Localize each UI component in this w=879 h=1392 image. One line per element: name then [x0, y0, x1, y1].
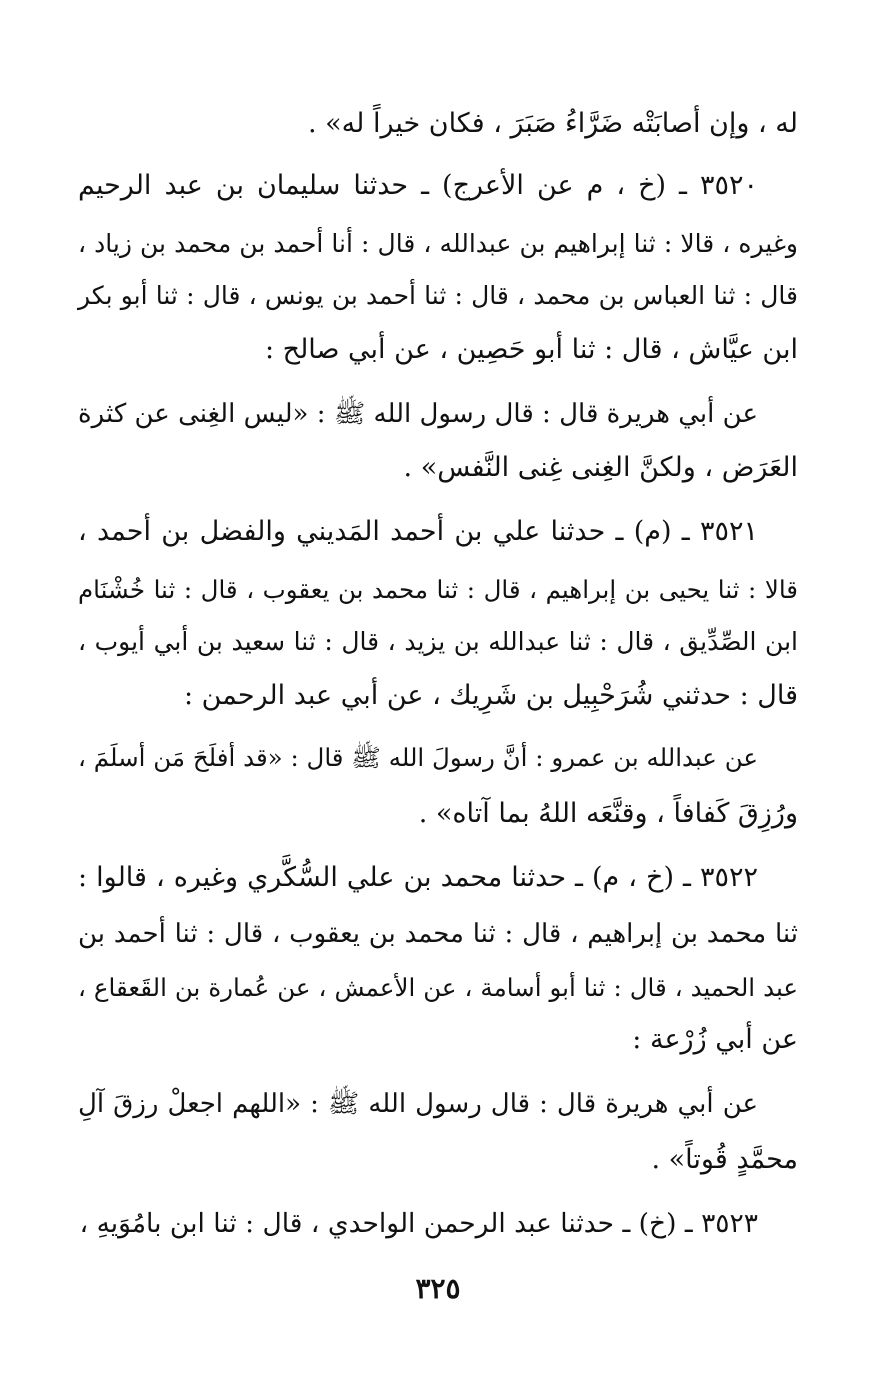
hadith-3521-heading-line: ٣٥٢١ ـ (م) ـ حدثنا علي بن أحمد المَديني والفضل بن أحمد ،: [78, 516, 758, 547]
text-line: ثنا محمد بن إبراهيم ، قال : ثنا محمد بن يعقوب ، قال : ثنا أحمد بن: [78, 919, 798, 949]
text-line: قال : ثنا العباس بن محمد ، قال : ثنا أحمد بن يونس ، قال : ثنا أبو بكر: [78, 281, 798, 310]
hadith-3522-heading-line: ٣٥٢٢ ـ (خ ، م) ـ حدثنا محمد بن علي السُّكَّري وغيره ، قالوا :: [78, 862, 758, 893]
book-page: [78, 0, 798, 1392]
text-line: ابن عيَّاش ، قال : ثنا أبو حَصِين ، عن أبي صالح :: [264, 334, 798, 365]
text-line: له ، وإن أصابَتْه ضَرَّاءُ صَبَرَ ، فكان خيراً له» .: [307, 108, 798, 139]
text-line: عن عبدالله بن عمرو : أنَّ رسولَ الله ﷺ قال : «قد أفلَحَ مَن أسلَمَ ،: [78, 743, 758, 772]
text-line: ورُزِقَ كَفافاً ، وقنَّعَه اللهُ بما آتاه» .: [418, 798, 798, 829]
text-line: عن أبي هريرة قال : قال رسول الله ﷺ : «اللهم اجعلْ رزقَ آلِ: [78, 1089, 758, 1119]
text-line: قالا : ثنا يحيى بن إبراهيم ، قال : ثنا محمد بن يعقوب ، قال : ثنا خُشْنَام: [78, 575, 798, 604]
text-line: قال : حدثني شُرَحْبِيل بن شَرِيك ، عن أبي عبد الرحمن :: [184, 680, 798, 711]
page-number: ٣٢٥: [415, 1272, 461, 1305]
hadith-3520-heading-line: ٣٥٢٠ ـ (خ ، م عن الأعرج) ـ حدثنا سليمان بن عبد الرحيم: [78, 170, 758, 201]
text-line: وغيره ، قالا : ثنا إبراهيم بن عبدالله ، قال : أنا أحمد بن محمد بن زياد ،: [78, 229, 798, 258]
text-line: ابن الصِّدِّيق ، قال : ثنا عبدالله بن يزيد ، قال : ثنا سعيد بن أبي أيوب ،: [78, 627, 798, 656]
text-line: عن أبي هريرة قال : قال رسول الله ﷺ : «ليس الغِنى عن كثرة: [78, 399, 758, 429]
text-line: محمَّدٍ قُوتاً» .: [651, 1144, 798, 1175]
text-line: عن أبي زُرْعة :: [632, 1024, 798, 1055]
text-line: عبد الحميد ، قال : ثنا أبو أسامة ، عن الأعمش ، عن عُمارة بن القَعقاع ،: [78, 973, 798, 1002]
text-line: العَرَض ، ولكنَّ الغِنى غِنى النَّفس» .: [403, 452, 798, 483]
hadith-3523-heading-line: ٣٥٢٣ ـ (خ) ـ حدثنا عبد الرحمن الواحدي ، قال : ثنا ابن بامُوَيهِ ،: [79, 1208, 758, 1239]
